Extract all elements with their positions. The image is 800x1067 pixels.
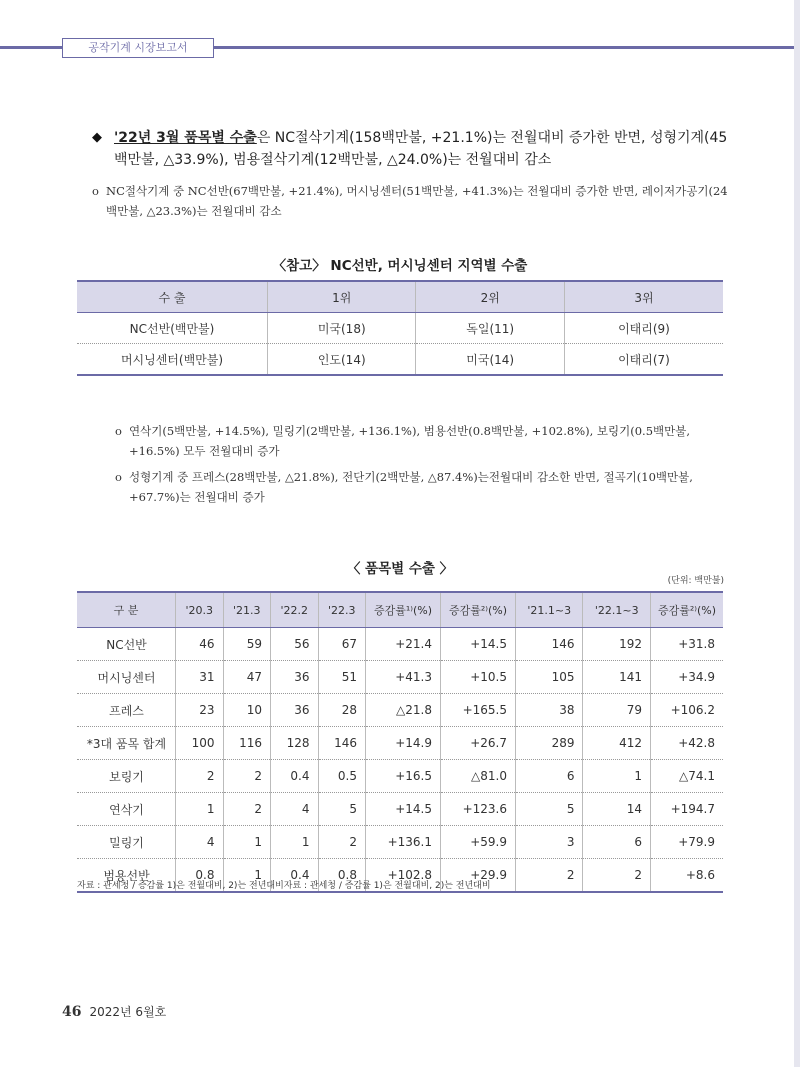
table-cell: 0.8: [318, 859, 366, 893]
header-cell: '22.2: [271, 592, 319, 628]
sub-bullet-nc: [92, 181, 732, 221]
sub-bullet-grinding: [115, 421, 725, 461]
table-cell: 79: [583, 694, 651, 727]
sub-bullet-text: 성형기계 중 프레스(28백만불, △21.8%), 전단기(2백만불, △87.4%)는전월대비 감소한 반면, 절곡기(10백만불, +67.7%)는 전월대비 증가: [129, 470, 693, 504]
table-cell: 미국(14): [416, 344, 564, 376]
table-cell: 0.4: [271, 760, 319, 793]
ref-table-header: [77, 281, 723, 313]
table-cell: 0.8: [176, 859, 224, 893]
header-cell: '20.3: [176, 592, 224, 628]
row-label: 범용선반: [77, 859, 176, 893]
table-cell: 10: [223, 694, 271, 727]
table-cell: 2: [516, 859, 583, 893]
table-cell: 67: [318, 628, 366, 661]
table-cell: +34.9: [651, 661, 724, 694]
row-label: *3대 품목 합계: [77, 727, 176, 760]
header-cell: 증감률²⁾(%): [651, 592, 724, 628]
table-cell: +106.2: [651, 694, 724, 727]
page-number: 46: [62, 1004, 82, 1020]
table-cell: +102.8: [366, 859, 441, 893]
source-note: 자료 : 관세청 / 증감률 1)은 전월대비, 2)는 전년대비자료 : 관세청 / 증감률 1)은 전월대비, 2)는 전년대비: [77, 881, 491, 891]
table-cell: 46: [176, 628, 224, 661]
main-table-caption: 〈 품목별 수출 〉: [346, 561, 454, 577]
ref-header-cell: 3위: [564, 281, 723, 313]
sub-bullet-text: 연삭기(5백만불, +14.5%), 밀링기(2백만불, +136.1%), 범용선반(0.8백만불, +102.8%), 보링기(0.5백만불, +16.5%) 모두 전월대비 증가: [129, 424, 690, 458]
table-cell: +42.8: [651, 727, 724, 760]
table-cell: 인도(14): [268, 344, 416, 376]
header-cell: '22.3: [318, 592, 366, 628]
table-cell: 146: [318, 727, 366, 760]
header-cell: '21.3: [223, 592, 271, 628]
table-cell: 51: [318, 661, 366, 694]
table-cell: 31: [176, 661, 224, 694]
table-cell: 141: [583, 661, 651, 694]
table-cell: 38: [516, 694, 583, 727]
table-cell: 1: [176, 793, 224, 826]
table-cell: 5: [516, 793, 583, 826]
row-label: 밀링기: [77, 826, 176, 859]
table-cell: +194.7: [651, 793, 724, 826]
table-cell: 2: [176, 760, 224, 793]
table-row: [77, 727, 723, 760]
table-cell: +8.6: [651, 859, 724, 893]
table-cell: +16.5: [366, 760, 441, 793]
table-cell: +136.1: [366, 826, 441, 859]
table-cell: 28: [318, 694, 366, 727]
table-cell: 0.4: [271, 859, 319, 893]
table-cell: 1: [583, 760, 651, 793]
header-title: 공작기계 시장보고서: [62, 38, 214, 58]
header-cell: '21.1~3: [516, 592, 583, 628]
table-cell: 59: [223, 628, 271, 661]
table-row: [77, 793, 723, 826]
ref-header-cell: 2위: [416, 281, 564, 313]
table-cell: 6: [516, 760, 583, 793]
table-cell: 128: [271, 727, 319, 760]
table-cell: 1: [223, 859, 271, 893]
table-row: [77, 313, 723, 344]
table-cell: 23: [176, 694, 224, 727]
table-cell: 이태리(9): [564, 313, 723, 344]
table-cell: 47: [223, 661, 271, 694]
row-label: NC선반: [77, 628, 176, 661]
table-cell: 2: [318, 826, 366, 859]
ref-header-cell: 수 출: [77, 281, 268, 313]
diamond-bullet-icon: ◆: [92, 130, 102, 145]
table-cell: 116: [223, 727, 271, 760]
table-cell: 1: [271, 826, 319, 859]
table-row: [77, 760, 723, 793]
table-cell: +59.9: [441, 826, 516, 859]
table-cell: 192: [583, 628, 651, 661]
issue-label: 2022년 6월호: [89, 1005, 167, 1019]
table-cell: 146: [516, 628, 583, 661]
table-cell: +31.8: [651, 628, 724, 661]
table-cell: 4: [176, 826, 224, 859]
table-cell: 독일(11): [416, 313, 564, 344]
header-cell: '22.1~3: [583, 592, 651, 628]
table-cell: △21.8: [366, 694, 441, 727]
page-footer: [62, 1003, 166, 1020]
table-cell: 3: [516, 826, 583, 859]
header-cell: 증감률¹⁾(%): [366, 592, 441, 628]
table-cell: 36: [271, 661, 319, 694]
table-cell: +14.9: [366, 727, 441, 760]
sub-bullet-forming: [115, 467, 725, 507]
table-cell: 미국(18): [268, 313, 416, 344]
bullet-text: 은 NC절삭기계(158백만불, +21.1%)는 전월대비 증가한 반면, 성형기계(45백만불, △33.9%), 범용절삭기계(12백만불, △24.0%)는 전월대비 감소: [114, 130, 728, 168]
table-cell: 4: [271, 793, 319, 826]
ref-header-cell: 1위: [268, 281, 416, 313]
table-cell: 289: [516, 727, 583, 760]
table-cell: 머시닝센터(백만불): [77, 344, 268, 376]
table-row: [77, 826, 723, 859]
table-cell: +14.5: [441, 628, 516, 661]
bullet-highlight: '22년 3월 품목별 수출: [114, 130, 257, 146]
table-row: [77, 694, 723, 727]
table-cell: △74.1: [651, 760, 724, 793]
row-label: 연삭기: [77, 793, 176, 826]
header-cell: 구 분: [77, 592, 176, 628]
row-label: 머시닝센터: [77, 661, 176, 694]
ref-table: [77, 280, 723, 376]
table-row: [77, 661, 723, 694]
ref-table-caption: 〈참고〉 NC선반, 머시닝센터 지역별 수출: [272, 258, 528, 274]
table-cell: 56: [271, 628, 319, 661]
export-table-header: [77, 592, 723, 628]
table-cell: +10.5: [441, 661, 516, 694]
table-cell: 6: [583, 826, 651, 859]
table-cell: △81.0: [441, 760, 516, 793]
table-cell: 36: [271, 694, 319, 727]
table-cell: 5: [318, 793, 366, 826]
table-cell: 100: [176, 727, 224, 760]
table-cell: +14.5: [366, 793, 441, 826]
table-cell: 2: [223, 793, 271, 826]
table-cell: NC선반(백만불): [77, 313, 268, 344]
table-cell: +165.5: [441, 694, 516, 727]
table-cell: 412: [583, 727, 651, 760]
table-cell: +26.7: [441, 727, 516, 760]
table-row: [77, 628, 723, 661]
circle-bullet-icon: o: [92, 184, 99, 198]
table-cell: 1: [223, 826, 271, 859]
table-cell: +21.4: [366, 628, 441, 661]
table-cell: +29.9: [441, 859, 516, 893]
table-cell: +123.6: [441, 793, 516, 826]
header-cell: 증감률²⁾(%): [441, 592, 516, 628]
table-cell: 105: [516, 661, 583, 694]
side-strip: [794, 0, 800, 1067]
circle-bullet-icon: o: [115, 470, 122, 484]
table-cell: 2: [583, 859, 651, 893]
table-cell: 이태리(7): [564, 344, 723, 376]
table-cell: +41.3: [366, 661, 441, 694]
export-table: [77, 591, 723, 893]
circle-bullet-icon: o: [115, 424, 122, 438]
table-row: [77, 344, 723, 376]
main-bullet: [92, 127, 732, 171]
row-label: 프레스: [77, 694, 176, 727]
row-label: 보링기: [77, 760, 176, 793]
table-cell: 0.5: [318, 760, 366, 793]
table-cell: +79.9: [651, 826, 724, 859]
table-cell: 14: [583, 793, 651, 826]
unit-label: (단위: 백만불): [667, 576, 724, 586]
table-cell: 2: [223, 760, 271, 793]
sub-bullet-text: NC절삭기계 중 NC선반(67백만불, +21.4%), 머시닝센터(51백만불, +41.3%)는 전월대비 증가한 반면, 레이저가공기(24백만불, △23.3%)는 전월대비 감소: [106, 184, 728, 218]
